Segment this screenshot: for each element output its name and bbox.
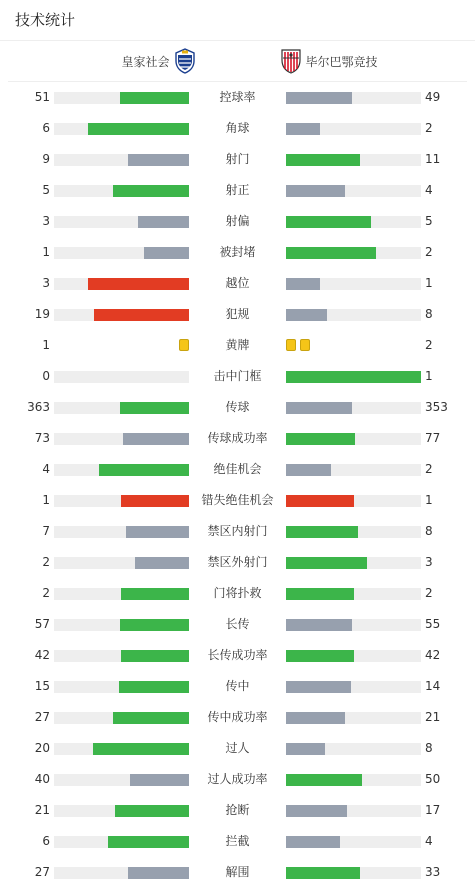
stat-label: 射门 (225, 152, 250, 166)
away-stat-value: 8 (425, 524, 433, 538)
away-bar-fill (286, 619, 352, 631)
home-stat-value: 51 (34, 90, 50, 104)
home-stat-value: 15 (34, 679, 50, 693)
home-bar-fill (115, 805, 189, 817)
stat-row (0, 361, 475, 392)
away-bar-track (286, 464, 421, 476)
away-bar-track (286, 185, 421, 197)
away-bar-track (286, 371, 421, 383)
home-bar-fill (99, 464, 189, 476)
stat-label: 黄牌 (225, 338, 250, 352)
home-stat-value: 1 (42, 493, 50, 507)
away-bar-track (286, 123, 421, 135)
away-bar-track (286, 650, 421, 662)
away-bar-fill (286, 650, 354, 662)
away-stat-value: 4 (425, 183, 433, 197)
stat-label: 拦截 (225, 834, 250, 848)
home-bar-fill (88, 278, 189, 290)
home-bar-track (54, 309, 189, 321)
home-stat-value: 6 (42, 834, 50, 848)
away-bar-fill (286, 402, 352, 414)
away-bar-fill (286, 309, 327, 321)
away-stat-value: 2 (425, 338, 433, 352)
home-bar-track (54, 371, 189, 383)
stat-row (0, 268, 475, 299)
away-bar-track (286, 309, 421, 321)
stat-row (0, 485, 475, 516)
away-stat-value: 42 (425, 648, 441, 662)
stat-row (0, 764, 475, 795)
away-stat-value: 353 (425, 400, 448, 414)
home-bar-fill (113, 712, 189, 724)
stat-label: 射正 (225, 183, 250, 197)
home-bar-track (54, 278, 189, 290)
away-bar-fill (286, 805, 347, 817)
home-bar-track (54, 867, 189, 879)
home-bar-fill (135, 557, 189, 569)
home-bar-fill (120, 402, 189, 414)
stat-row (0, 547, 475, 578)
stat-row (0, 640, 475, 671)
away-bar-track (286, 805, 421, 817)
stat-row (0, 857, 475, 888)
away-bar-track (286, 557, 421, 569)
home-stat-value: 6 (42, 121, 50, 135)
away-bar-track (286, 743, 421, 755)
home-bar-track (54, 185, 189, 197)
stat-row (0, 144, 475, 175)
home-bar-track (54, 123, 189, 135)
home-bar-fill (120, 619, 189, 631)
teams-header (8, 41, 467, 82)
stat-label: 解围 (225, 865, 250, 879)
stat-label: 禁区内射门 (207, 524, 268, 538)
stat-row (0, 578, 475, 609)
stat-row (0, 702, 475, 733)
away-bar-fill (286, 92, 352, 104)
away-stat-value: 4 (425, 834, 433, 848)
stat-label: 错失绝佳机会 (201, 493, 274, 507)
home-bar-track (54, 402, 189, 414)
stat-label: 犯规 (225, 307, 250, 321)
away-bar-fill (286, 123, 320, 135)
away-bar-track (286, 216, 421, 228)
stat-label: 被封堵 (219, 245, 256, 259)
home-bar-fill (121, 650, 189, 662)
away-stat-value: 21 (425, 710, 441, 724)
away-bar-track (286, 278, 421, 290)
away-bar-track (286, 433, 421, 445)
home-bar-track (54, 650, 189, 662)
stat-label: 击中门框 (213, 369, 262, 383)
away-bar-fill (286, 278, 320, 290)
stat-label: 传球 (225, 400, 250, 414)
home-bar-track (54, 464, 189, 476)
away-bar-fill (286, 526, 358, 538)
home-stat-value: 19 (34, 307, 50, 321)
away-stat-value: 2 (425, 586, 433, 600)
home-bar-track (54, 216, 189, 228)
away-bar-fill (286, 433, 355, 445)
away-stat-value: 49 (425, 90, 441, 104)
home-stat-value: 20 (34, 741, 50, 755)
away-stat-value: 17 (425, 803, 441, 817)
home-bar-fill (123, 433, 189, 445)
away-bar-track (286, 495, 421, 507)
home-bar-track (54, 92, 189, 104)
home-team-crest-icon (174, 48, 196, 74)
away-bar-track (286, 867, 421, 879)
away-stat-value: 2 (425, 462, 433, 476)
stat-label: 门将扑救 (213, 586, 262, 600)
away-bar-fill (286, 774, 362, 786)
away-bar-track (286, 712, 421, 724)
away-bar-track (286, 526, 421, 538)
home-cards (179, 339, 189, 353)
home-bar-fill (108, 836, 189, 848)
home-bar-fill (128, 867, 189, 879)
away-team[interactable] (254, 48, 468, 74)
stat-label: 长传 (225, 617, 250, 631)
stat-row (0, 826, 475, 857)
home-stat-value: 5 (42, 183, 50, 197)
home-bar-fill (144, 247, 189, 259)
away-team-crest-icon (280, 48, 302, 74)
home-stat-value: 2 (42, 555, 50, 569)
home-bar-track (54, 154, 189, 166)
home-stat-value: 40 (34, 772, 50, 786)
stat-label: 角球 (225, 121, 250, 135)
stat-row (0, 392, 475, 423)
home-stat-value: 57 (34, 617, 50, 631)
stat-label: 射偏 (225, 214, 250, 228)
yellow-card-icon (300, 339, 310, 351)
away-stat-value: 8 (425, 741, 433, 755)
away-stat-value: 3 (425, 555, 433, 569)
home-bar-fill (121, 495, 189, 507)
away-bar-track (286, 619, 421, 631)
stat-label: 传中成功率 (207, 710, 268, 724)
away-bar-track (286, 92, 421, 104)
home-bar-fill (121, 588, 189, 600)
stat-label: 过人 (225, 741, 250, 755)
home-stat-value: 3 (42, 276, 50, 290)
away-bar-fill (286, 154, 360, 166)
away-stat-value: 55 (425, 617, 441, 631)
home-bar-fill (93, 743, 189, 755)
away-stat-value: 11 (425, 152, 441, 166)
home-stat-value: 4 (42, 462, 50, 476)
away-team-name: 毕尔巴鄂竞技 (305, 54, 378, 69)
home-bar-track (54, 526, 189, 538)
stat-row (0, 671, 475, 702)
away-bar-fill (286, 681, 351, 693)
away-stat-value: 2 (425, 121, 433, 135)
home-bar-track (54, 743, 189, 755)
home-bar-fill (120, 92, 189, 104)
yellow-card-icon (179, 339, 189, 351)
stat-row (0, 795, 475, 826)
away-bar-track (286, 681, 421, 693)
stat-label: 长传成功率 (207, 648, 268, 662)
home-bar-track (54, 588, 189, 600)
home-bar-track (54, 495, 189, 507)
away-bar-fill (286, 371, 421, 383)
home-bar-track (54, 805, 189, 817)
stat-label: 控球率 (219, 90, 256, 104)
stat-row (0, 113, 475, 144)
home-bar-track (54, 712, 189, 724)
home-stat-value: 363 (27, 400, 50, 414)
home-bar-fill (128, 154, 189, 166)
home-stat-value: 9 (42, 152, 50, 166)
stat-label: 过人成功率 (207, 772, 268, 786)
away-bar-fill (286, 712, 345, 724)
stat-row (0, 733, 475, 764)
home-bar-track (54, 836, 189, 848)
stat-label: 传中 (225, 679, 250, 693)
stat-label: 越位 (225, 276, 250, 290)
away-bar-track (286, 402, 421, 414)
home-stat-value: 73 (34, 431, 50, 445)
away-stat-value: 5 (425, 214, 433, 228)
stats-list (0, 82, 475, 888)
home-stat-value: 27 (34, 865, 50, 879)
away-stat-value: 1 (425, 276, 433, 290)
away-bar-fill (286, 743, 325, 755)
home-stat-value: 3 (42, 214, 50, 228)
stat-row (0, 609, 475, 640)
away-bar-track (286, 154, 421, 166)
home-bar-track (54, 557, 189, 569)
home-team-name: 皇家社会 (121, 54, 170, 69)
away-bar-fill (286, 867, 360, 879)
home-bar-track (54, 774, 189, 786)
away-bar-fill (286, 495, 354, 507)
away-bar-track (286, 588, 421, 600)
home-stat-value: 2 (42, 586, 50, 600)
stat-row (0, 237, 475, 268)
away-stat-value: 8 (425, 307, 433, 321)
home-team[interactable] (8, 48, 254, 74)
stat-row (0, 206, 475, 237)
stat-row (0, 330, 475, 361)
away-bar-track (286, 774, 421, 786)
away-stat-value: 1 (425, 493, 433, 507)
home-stat-value: 7 (42, 524, 50, 538)
home-bar-fill (130, 774, 189, 786)
away-stat-value: 14 (425, 679, 441, 693)
away-stat-value: 2 (425, 245, 433, 259)
away-bar-fill (286, 185, 345, 197)
away-bar-fill (286, 557, 367, 569)
stat-row (0, 423, 475, 454)
away-stat-value: 1 (425, 369, 433, 383)
home-stat-value: 1 (42, 338, 50, 352)
home-stat-value: 21 (34, 803, 50, 817)
away-stat-value: 50 (425, 772, 441, 786)
home-bar-fill (119, 681, 189, 693)
page-title: 技术统计 (0, 0, 475, 41)
away-bar-fill (286, 216, 371, 228)
stat-label: 禁区外射门 (207, 555, 268, 569)
home-stat-value: 0 (42, 369, 50, 383)
away-bar-track (286, 247, 421, 259)
home-bar-track (54, 247, 189, 259)
home-bar-track (54, 681, 189, 693)
home-stat-value: 42 (34, 648, 50, 662)
stat-row (0, 82, 475, 113)
stat-row (0, 299, 475, 330)
away-bar-fill (286, 247, 376, 259)
yellow-card-icon (286, 339, 296, 351)
home-stat-value: 1 (42, 245, 50, 259)
away-bar-track (286, 836, 421, 848)
stat-row (0, 516, 475, 547)
stat-row (0, 454, 475, 485)
home-bar-fill (94, 309, 189, 321)
away-bar-fill (286, 464, 331, 476)
home-bar-fill (138, 216, 189, 228)
away-bar-fill (286, 836, 340, 848)
stat-label: 抢断 (225, 803, 250, 817)
home-bar-fill (113, 185, 189, 197)
away-stat-value: 33 (425, 865, 441, 879)
home-stat-value: 27 (34, 710, 50, 724)
home-bar-track (54, 619, 189, 631)
away-bar-fill (286, 588, 354, 600)
stat-label: 传球成功率 (207, 431, 268, 445)
home-bar-fill (126, 526, 189, 538)
stat-label: 绝佳机会 (213, 462, 262, 476)
home-bar-fill (88, 123, 189, 135)
home-bar-track (54, 433, 189, 445)
stat-row (0, 175, 475, 206)
away-cards (286, 339, 310, 353)
away-stat-value: 77 (425, 431, 441, 445)
